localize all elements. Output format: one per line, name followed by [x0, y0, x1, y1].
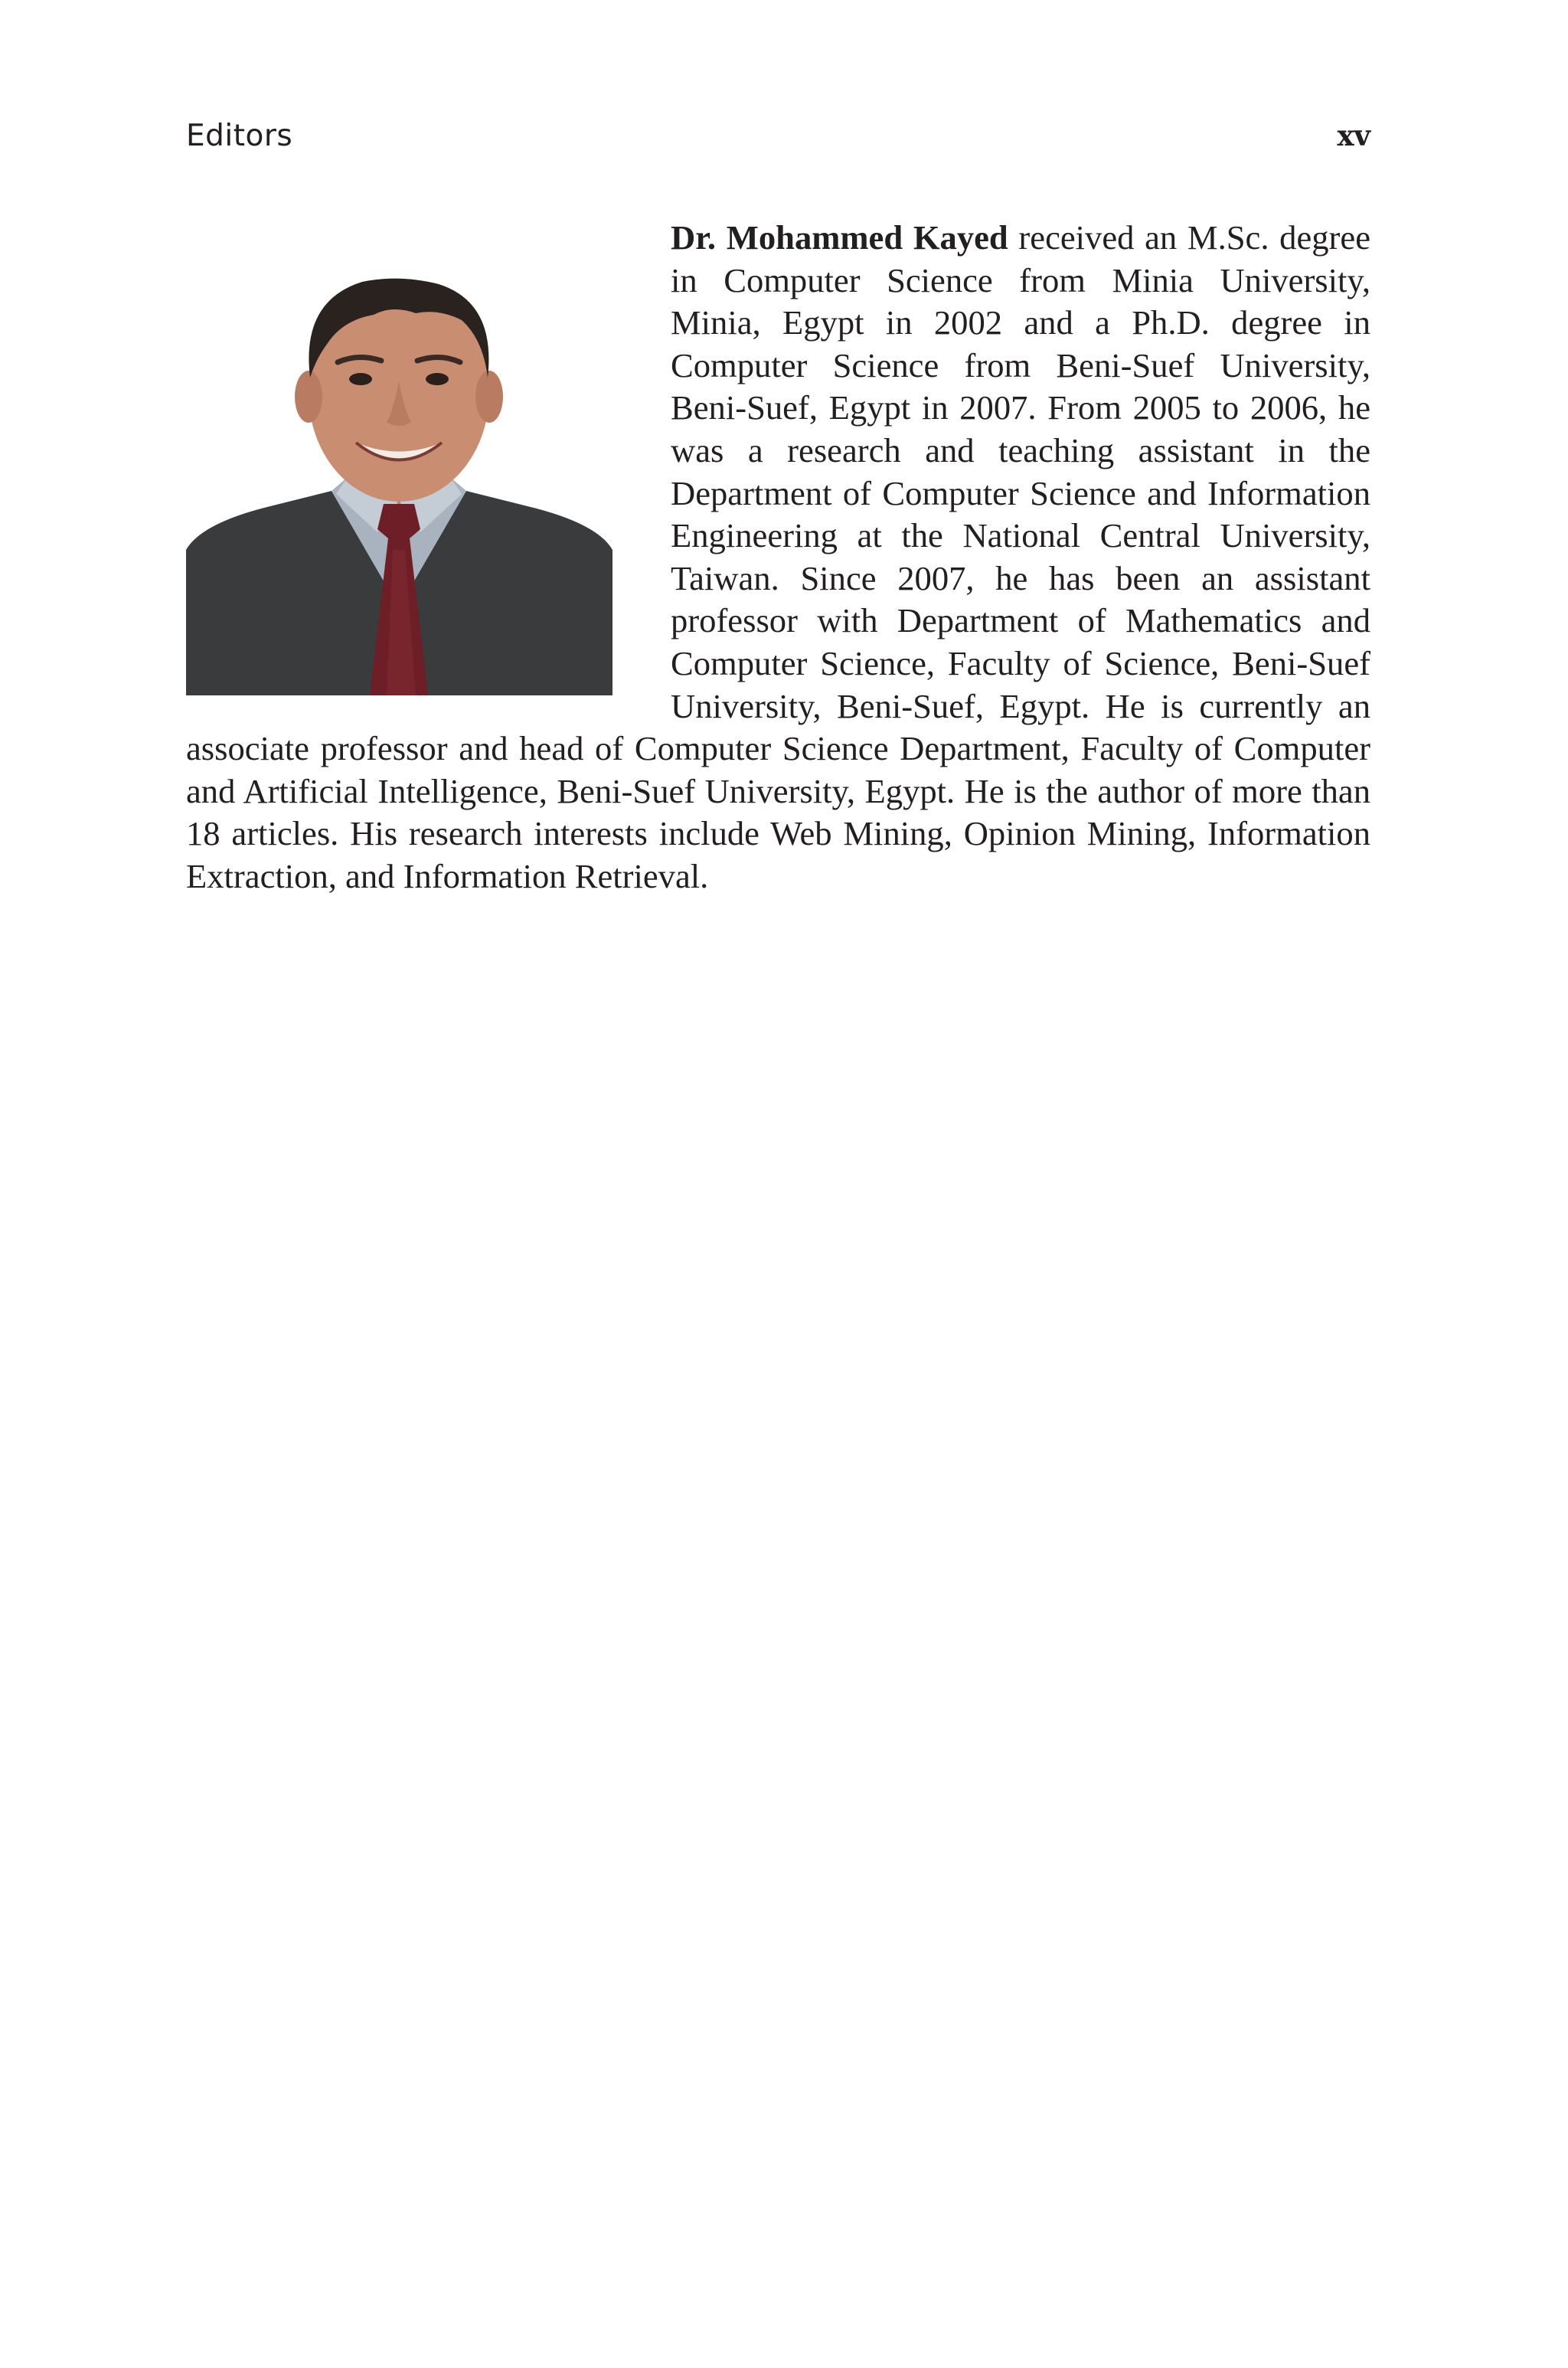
- running-head: [186, 119, 1370, 157]
- editor-bio-body: received an M.Sc. degree in Computer Science from Minia University, Minia, Egypt in 2002 and a Ph.D. degree in Computer Science from Beni-Suef University, Beni-Suef, Egypt in 2007. From 2005 to 2006, he was a research and teaching assistant in the Department of Computer Science and Information Engineering at the National Central University, Taiwan. Since 2007, he has been an assistant professor with Department of Mathematics and Computer Science, Faculty of Science, Beni-Suef University, Beni-Suef, Egypt. He is currently an associate professor and head of Computer Science Department, Faculty of Computer and Artificial Intelligence, Beni-Suef University, Egypt. He is the author of more than 18 articles. His research interests include Web Mining, Opinion Mining, Information Extraction, and Information Retrieval.: [186, 218, 1370, 895]
- editor-bio: [186, 217, 1370, 898]
- editor-portrait-photo: [186, 247, 612, 695]
- page-number: xv: [1337, 119, 1370, 152]
- running-head-section: Editors: [186, 119, 293, 153]
- editor-name: Dr. Mohammed Kayed: [671, 218, 1008, 257]
